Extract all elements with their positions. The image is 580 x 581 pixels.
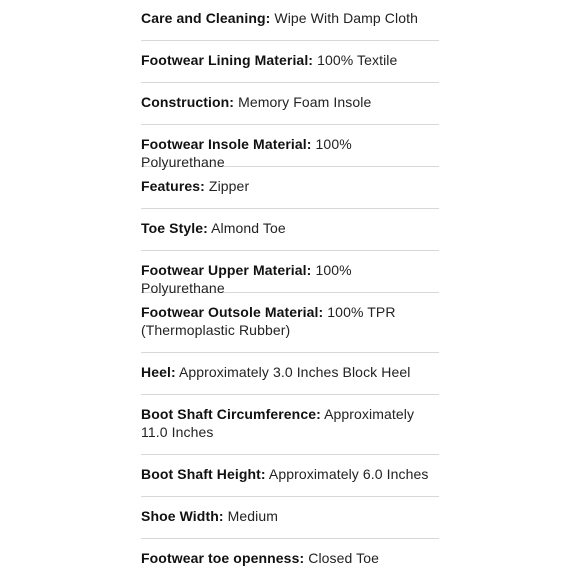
spec-value: Approximately 6.0 Inches	[268, 466, 429, 482]
spec-row-care-and-cleaning	[141, 0, 439, 41]
spec-value: Closed Toe	[308, 550, 380, 566]
spec-label: Boot Shaft Circumference:	[141, 406, 321, 422]
spec-value: 100% TPR (Thermoplastic Rubber)	[141, 304, 396, 338]
spec-label: Footwear Upper Material:	[141, 262, 312, 278]
spec-label: Care and Cleaning:	[141, 10, 271, 26]
spec-value: Medium	[227, 508, 279, 524]
spec-row-lining-material	[141, 41, 439, 83]
spec-label: Features:	[141, 178, 205, 194]
spec-row-shaft-circumference	[141, 395, 439, 455]
spec-row-construction	[141, 83, 439, 125]
spec-label: Toe Style:	[141, 220, 208, 236]
spec-value: Almond Toe	[211, 220, 286, 236]
spec-row-shoe-width	[141, 497, 439, 539]
spec-label: Footwear toe openness:	[141, 550, 305, 566]
spec-value: Approximately 11.0 Inches	[141, 406, 415, 440]
spec-row-shaft-height	[141, 455, 439, 497]
spec-value: Zipper	[208, 178, 250, 194]
spec-value: 100% Polyurethane	[141, 262, 352, 296]
spec-row-toe-style	[141, 209, 439, 251]
spec-value: Approximately 3.0 Inches Block Heel	[178, 364, 411, 380]
spec-value: 100% Polyurethane	[141, 136, 352, 170]
spec-label: Boot Shaft Height:	[141, 466, 266, 482]
product-spec-list	[141, 0, 439, 581]
spec-row-upper-material	[141, 251, 439, 296]
spec-value: Memory Foam Insole	[238, 94, 372, 110]
spec-label: Construction:	[141, 94, 235, 110]
spec-row-features	[141, 167, 439, 209]
spec-row-insole-material	[141, 125, 439, 170]
spec-label: Footwear Outsole Material:	[141, 304, 324, 320]
spec-row-toe-openness	[141, 539, 439, 581]
spec-value: Wipe With Damp Cloth	[274, 10, 418, 26]
spec-label: Footwear Insole Material:	[141, 136, 312, 152]
spec-row-outsole-material	[141, 293, 439, 353]
spec-label: Heel:	[141, 364, 176, 380]
spec-label: Shoe Width:	[141, 508, 224, 524]
spec-row-heel	[141, 353, 439, 395]
spec-value: 100% Textile	[317, 52, 398, 68]
spec-label: Footwear Lining Material:	[141, 52, 314, 68]
